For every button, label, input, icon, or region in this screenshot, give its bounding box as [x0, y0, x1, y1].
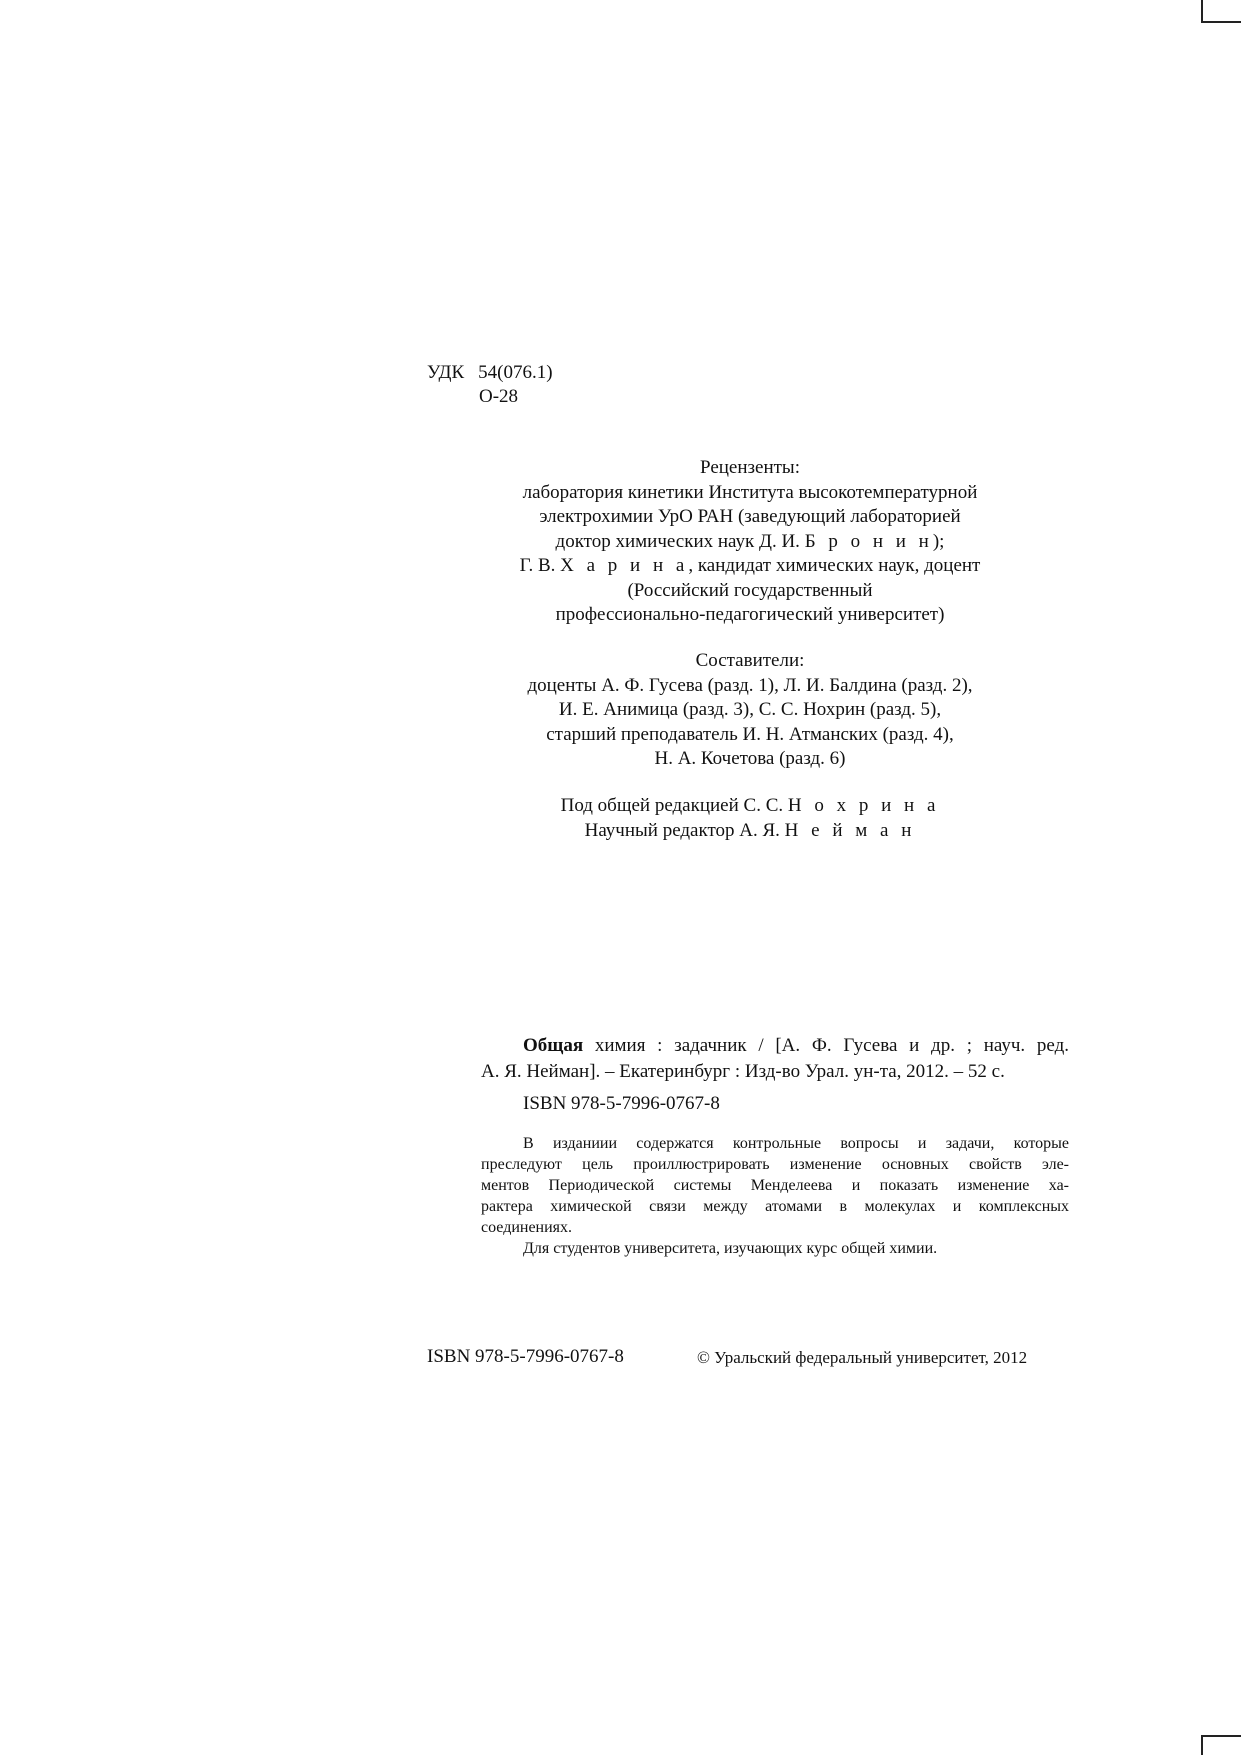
annotation-audience: Для студентов университета, изучающих курс общей химии.	[523, 1240, 938, 1257]
crop-mark-bottom-vertical	[1201, 1735, 1203, 1755]
reviewer-surname-bronin: Б р о н и н	[804, 530, 933, 552]
annotation-line: рактера химической связи между атомами в молекулах и комплексных	[481, 1198, 1069, 1215]
reviewers-line	[490, 554, 1010, 579]
footer-copyright: © Уральский федеральный университет, 2012	[697, 1348, 1028, 1367]
annotation-block	[481, 1133, 1069, 1259]
compilers-line: Н. А. Кочетова (разд. 6)	[654, 748, 846, 769]
annotation-line: преследуют цель проиллюстрировать изменение основных свойств эле-	[481, 1156, 1069, 1173]
science-editor-surname: Н е й м а н	[784, 819, 916, 841]
bibliographic-line-2: А. Я. Нейман]. – Екатеринбург : Изд-во Урал. ун-та, 2012. – 52 с.	[481, 1061, 1005, 1082]
reviewer-surname-kharina: Х а р и н а	[560, 555, 689, 576]
reviewers-line: лаборатория кинетики Института высокотемпературной	[522, 481, 978, 503]
reviewers-line-text: доктор химических наук Д. И.	[555, 530, 805, 552]
crop-mark-top-horizontal	[1201, 21, 1241, 23]
reviewers-heading: Рецензенты:	[700, 457, 800, 478]
crop-mark-top-vertical	[1201, 0, 1203, 22]
reviewers-line: электрохимии УрО РАН (заведующий лабораторией	[539, 506, 961, 527]
compilers-line: И. Е. Анимица (разд. 3), С. С. Нохрин (разд. 5),	[558, 699, 942, 720]
general-editor-prefix: Под общей редакцией С. С.	[560, 795, 788, 816]
general-editor-surname: Н о х р и н а	[787, 795, 940, 816]
science-editor-prefix: Научный редактор А. Я.	[584, 819, 785, 841]
crop-mark-bottom-horizontal	[1201, 1735, 1241, 1737]
editors-block	[490, 794, 1010, 843]
reviewers-line-tail: );	[932, 530, 945, 552]
udk-line	[427, 361, 553, 385]
reviewers-line: (Российский государственный	[627, 579, 873, 601]
reviewer-initials-kharina: Г. В.	[519, 555, 561, 576]
annotation-line: соединениях.	[481, 1219, 573, 1236]
udk-code: 54(076.1)	[478, 362, 553, 383]
bibliographic-record	[481, 1033, 1069, 1117]
bibliographic-isbn: ISBN 978-5-7996-0767-8	[523, 1093, 720, 1114]
udk-label: УДК	[427, 362, 465, 383]
bbk-code: О-28	[479, 386, 519, 407]
compilers-heading: Составители:	[695, 650, 805, 671]
science-editor-line	[490, 819, 1010, 844]
footer-isbn: ISBN 978-5-7996-0767-8	[427, 1346, 624, 1367]
reviewer-kharina-title: , кандидат химических наук, доцент	[688, 555, 981, 576]
annotation-line: ментов Периодической системы Менделеева и показать изменение ха-	[481, 1177, 1069, 1194]
compilers-line: старший преподаватель И. Н. Атманских (разд. 4),	[546, 723, 954, 745]
compilers-line: доценты А. Ф. Гусева (разд. 1), Л. И. Балдина (разд. 2),	[527, 674, 973, 696]
bibliographic-line-1-rest: химия : задачник / [А. Ф. Гусева и др. ; науч. ред.	[583, 1035, 1069, 1056]
compilers-block	[490, 649, 1010, 772]
general-editor-line	[490, 794, 1010, 819]
book-title-bold: Общая	[523, 1035, 584, 1056]
annotation-line: В изданиии содержатся контрольные вопросы и задачи, которые	[523, 1135, 1069, 1152]
reviewers-line: профессионально-педагогический университет)	[555, 604, 945, 625]
reviewers-line	[490, 530, 1010, 555]
reviewers-block	[490, 456, 1010, 628]
bibliographic-line-1	[481, 1033, 1069, 1059]
